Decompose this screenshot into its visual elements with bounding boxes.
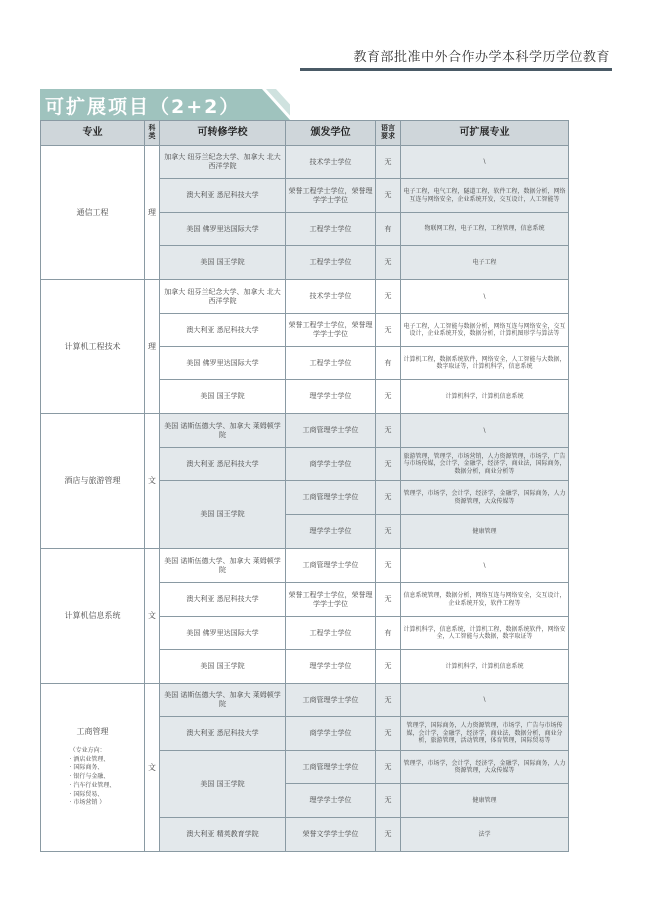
extension-cell: \ [401,280,569,314]
language-cell: 有 [376,347,401,380]
school-cell: 美国 国王学院 [160,751,286,818]
language-cell: 无 [376,583,401,617]
major-cell [41,684,145,852]
table-row [41,146,569,179]
extension-cell: \ [401,414,569,448]
school-cell: 澳大利亚 悉尼科技大学 [160,583,286,617]
direction-item: · 银行与金融、 [69,773,110,781]
extension-cell: 计算机科学，计算机信息系统 [401,650,569,684]
language-cell: 无 [376,448,401,481]
degree-cell: 理学学士学位 [286,380,376,414]
school-cell: 加拿大 纽芬兰纪念大学、加拿大 北大西洋学院 [160,280,286,314]
major-cell [41,549,145,684]
direction-item: · 国际商务、 [69,764,104,772]
degree-cell: 工程学士学位 [286,213,376,246]
language-cell: 无 [376,179,401,213]
school-cell: 美国 诺斯伍德大学、加拿大 莱姆顿学院 [160,684,286,717]
extension-cell: 管理学，市场学，会计学，经济学，金融学，国际商务，人力资源管理，大众传媒等 [401,481,569,515]
language-cell: 无 [376,314,401,347]
language-cell: 无 [376,684,401,717]
major-name: 计算机信息系统 [64,611,121,620]
language-cell: 无 [376,246,401,280]
extension-cell: 管理学，市场学，会计学，经济学，金融学，国际商务，人力资源管理，大众传媒等 [401,751,569,784]
extension-cell: 物联网工程，电子工程，工程管理，信息系统 [401,213,569,246]
table-row [41,414,569,448]
header-extension: 可扩展专业 [401,121,569,146]
language-cell: 无 [376,380,401,414]
major-cell [41,146,145,280]
language-cell: 无 [376,549,401,583]
header-language: 语言要求 [376,121,401,146]
major-name: 通信工程 [76,207,109,217]
extension-cell: 信息系统管理，数据分析，网络互连与网络安全，交互设计，企业系统开发，软件工程等 [401,583,569,617]
degree-cell: 商学学士学位 [286,717,376,751]
direction-item: · 市场营销 ） [69,799,106,807]
degree-cell: 技术学士学位 [286,146,376,179]
extension-cell: \ [401,684,569,717]
page-header-title: 教育部批准中外合作办学本科学历学位教育 [353,50,610,65]
extension-cell: 法学 [401,818,569,852]
header-school: 可转修学校 [160,121,286,146]
major-name: 工商管理 [76,727,109,737]
degree-cell: 工商管理学士学位 [286,684,376,717]
major-cell [41,414,145,549]
extension-cell: 管理学，国际商务，人力资源管理，市场学，广告与市场传媒，会计学，金融学，经济学，商业法，数据分析，商业分析，旅游管理，活动管理，体育管理，国际贸易等 [401,717,569,751]
header-rule [300,68,612,71]
direction-item: · 国际贸易、 [69,790,104,798]
header-degree: 颁发学位 [286,121,376,146]
school-cell: 美国 国王学院 [160,246,286,280]
school-cell: 美国 国王学院 [160,380,286,414]
direction-item: · 酒店业管理、 [69,755,110,763]
school-cell: 美国 佛罗里达国际大学 [160,213,286,246]
degree-cell: 荣誉工程学士学位，荣誉理学学士学位 [286,314,376,347]
degree-cell: 技术学士学位 [286,280,376,314]
table-row [41,549,569,583]
category-cell: 理 [145,146,160,280]
extension-cell: 旅游管理，管理学，市场营销，人力资源管理，市场学，广告与市场传媒，会计学，金融学，经济学，商业法，国际商务，数据分析，商业分析等 [401,448,569,481]
category-cell: 文 [145,684,160,852]
extension-cell: 电子工程 [401,246,569,280]
extension-cell: 计算机科学，计算机信息系统 [401,380,569,414]
header-category: 科类 [145,121,160,146]
language-cell: 无 [376,650,401,684]
banner-title: 可扩展项目（2+2） [45,96,241,118]
school-cell: 美国 国王学院 [160,481,286,549]
extension-cell: 电子工程，人工智能与数据分析，网络互连与网络安全，交互设计，企业系统开发，数据分析，计算机图形学与算法等 [401,314,569,347]
category-cell: 文 [145,549,160,684]
major-name: 计算机工程技术 [64,341,121,351]
language-cell: 无 [376,717,401,751]
school-cell: 美国 诺斯伍德大学、加拿大 莱姆顿学院 [160,414,286,448]
degree-cell: 理学学士学位 [286,515,376,549]
direction-item: （专业方向： [69,747,106,755]
language-cell: 无 [376,414,401,448]
school-cell: 加拿大 纽芬兰纪念大学、加拿大 北大西洋学院 [160,146,286,179]
language-cell: 无 [376,481,401,515]
extension-cell: 计算机科学，信息系统，计算机工程，数据系统软件，网络安全，人工智能与大数据，数字取证等 [401,617,569,650]
school-cell: 美国 佛罗里达国际大学 [160,347,286,380]
school-cell: 澳大利亚 悉尼科技大学 [160,314,286,347]
direction-item: · 汽车行业管理、 [69,781,116,789]
school-cell: 美国 诺斯伍德大学、加拿大 莱姆顿学院 [160,549,286,583]
language-cell: 无 [376,280,401,314]
table-row [41,280,569,314]
language-cell: 无 [376,784,401,818]
degree-cell: 工商管理学士学位 [286,751,376,784]
table-header-row [41,121,569,146]
header-major: 专业 [41,121,145,146]
language-cell: 无 [376,515,401,549]
table-row [41,684,569,717]
category-cell: 理 [145,280,160,414]
extension-cell: \ [401,146,569,179]
category-cell: 文 [145,414,160,549]
language-cell: 无 [376,818,401,852]
language-cell: 无 [376,751,401,784]
extension-cell: 电子工程，电气工程，隧道工程，软件工程，数据分析，网络互连与网络安全，企业系统开发，交互设计，人工智能等 [401,179,569,213]
school-cell: 美国 国王学院 [160,650,286,684]
extension-cell: 计算机工程，数据系统软件，网络安全，人工智能与大数据，数字取证等，计算机科学，信息系统 [401,347,569,380]
school-cell: 澳大利亚 悉尼科技大学 [160,717,286,751]
language-cell: 有 [376,617,401,650]
degree-cell: 工商管理学士学位 [286,549,376,583]
degree-cell: 理学学士学位 [286,650,376,684]
language-cell: 有 [376,213,401,246]
degree-cell: 理学学士学位 [286,784,376,818]
degree-cell: 荣誉工程学士学位，荣誉理学学士学位 [286,179,376,213]
section-banner [40,89,290,120]
degree-cell: 荣誉文学学士学位 [286,818,376,852]
extension-cell: 健康管理 [401,515,569,549]
school-cell: 澳大利亚 悉尼科技大学 [160,448,286,481]
extension-cell: 健康管理 [401,784,569,818]
program-table [40,120,569,852]
major-directions [70,747,116,808]
degree-cell: 荣誉工程学士学位，荣誉理学学士学位 [286,583,376,617]
school-cell: 美国 佛罗里达国际大学 [160,617,286,650]
school-cell: 澳大利亚 精英教育学院 [160,818,286,852]
degree-cell: 商学学士学位 [286,448,376,481]
language-cell: 无 [376,146,401,179]
degree-cell: 工商管理学士学位 [286,481,376,515]
extension-cell: \ [401,549,569,583]
degree-cell: 工程学士学位 [286,246,376,280]
degree-cell: 工商管理学士学位 [286,414,376,448]
degree-cell: 工程学士学位 [286,347,376,380]
school-cell: 澳大利亚 悉尼科技大学 [160,179,286,213]
degree-cell: 工程学士学位 [286,617,376,650]
major-name: 酒店与旅游管理 [64,476,121,485]
major-cell [41,280,145,414]
